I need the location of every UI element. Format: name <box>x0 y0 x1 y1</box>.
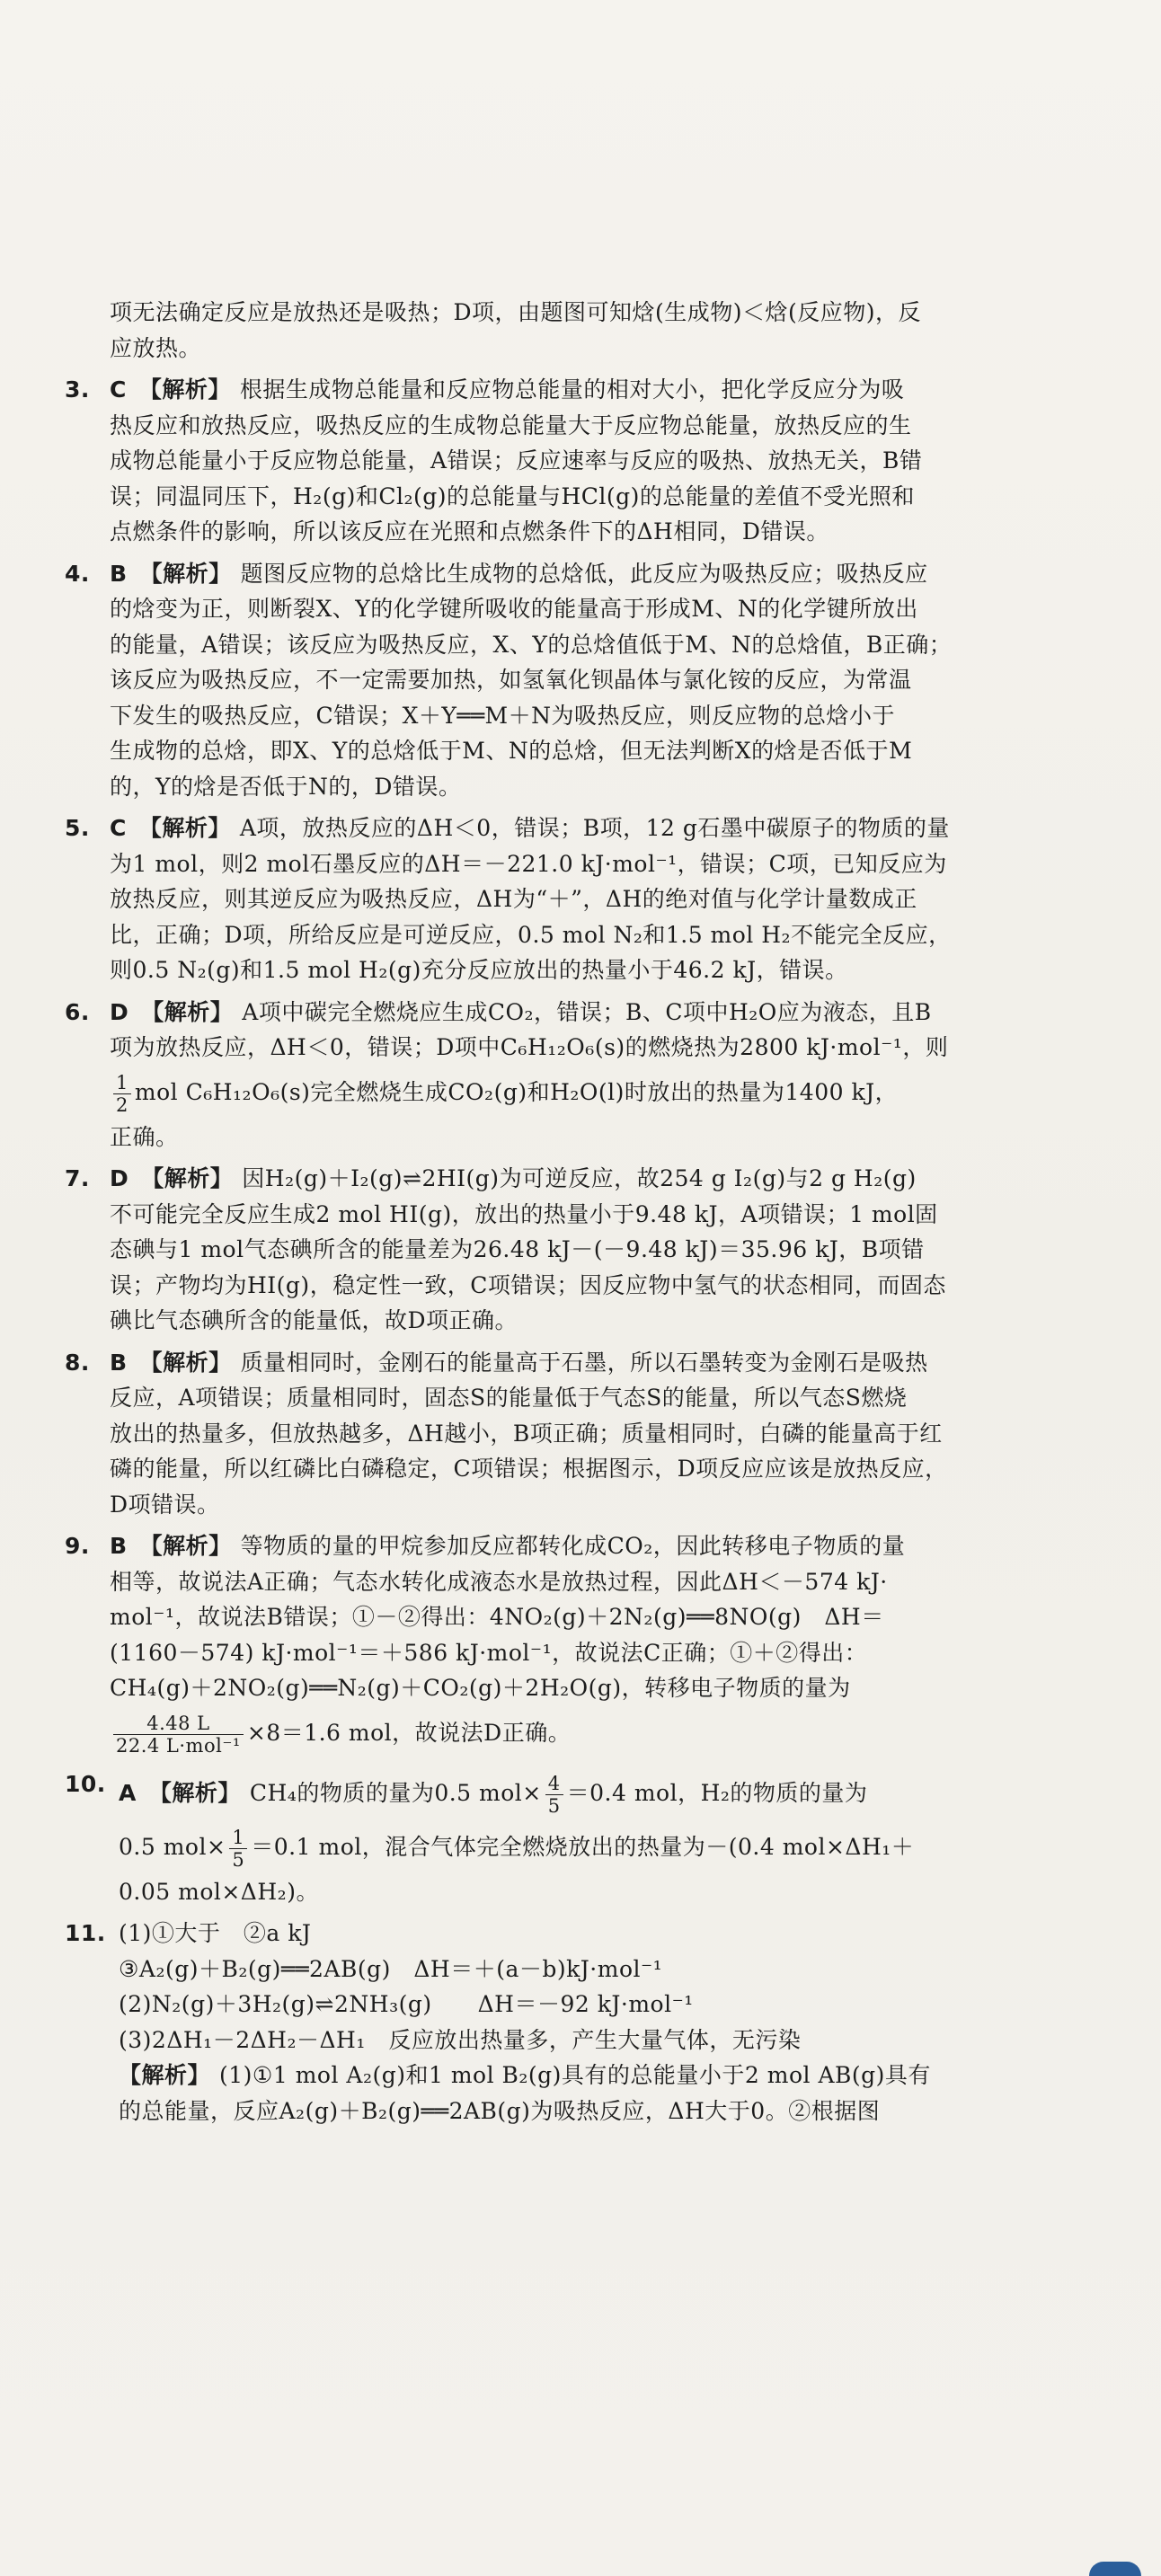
item-number: 3. <box>65 376 90 403</box>
fraction-line <box>110 1706 1053 1760</box>
item-number: 7. <box>65 1165 90 1191</box>
item-number: 4. <box>65 560 90 587</box>
text-line: 的能量，A错误；该反应为吸热反应，X、Y的总焓值低于M、N的总焓值，B正确； <box>110 631 953 658</box>
text-line: 相等，故说法A正确；气态水转化成液态水是放热过程，因此ΔH＜－574 kJ· <box>110 1568 888 1595</box>
fraction-denominator: 2 <box>116 1093 129 1116</box>
item-number: 10. <box>65 1770 106 1797</box>
text-line: 等物质的量的甲烷参加反应都转化成CO₂，因此转移电子物质的量 <box>240 1533 906 1559</box>
analysis-tag: 【解析】 <box>139 1533 232 1559</box>
text-line: 该反应为吸热反应，不一定需要加热，如氢氧化钡晶体与氯化铵的反应，为常温 <box>110 667 912 693</box>
text-line: 下发生的吸热反应，C错误；X＋Y══M＋N为吸热反应，则反应物的总焓小于 <box>110 702 896 729</box>
answer-choice: B <box>110 1533 128 1559</box>
text-line: 0.5 mol× <box>119 1833 226 1860</box>
text-line: 放热反应，则其逆反应为吸热反应，ΔH为“＋”，ΔH的绝对值与化学计量数成正 <box>110 886 917 912</box>
text-line: mol C₆H₁₂O₆(s)完全燃烧生成CO₂(g)和H₂O(l)时放出的热量为1400 kJ， <box>134 1078 899 1105</box>
analysis-tag: 【解析】 <box>139 560 232 587</box>
fraction-numerator: 1 <box>113 1072 131 1094</box>
answer-choice: B <box>110 1349 128 1376</box>
answer-item-10 <box>65 1766 1053 1910</box>
answer-choice: A <box>119 1779 137 1806</box>
text-line: ＝0.4 mol，H₂的物质的量为 <box>566 1779 868 1806</box>
text-line: ③A₂(g)＋B₂(g)══2AB(g) ΔH＝＋(a－b)kJ·mol⁻¹ <box>119 1955 663 1982</box>
text-line: 点燃条件的影响，所以该反应在光照和点燃条件下的ΔH相同，D错误。 <box>110 518 829 544</box>
answer-choice: B <box>110 560 128 587</box>
analysis-tag: 【解析】 <box>139 1349 232 1376</box>
text-line: (1160－574) kJ·mol⁻¹＝＋586 kJ·mol⁻¹，故说法C正确；①＋②得出： <box>110 1639 868 1666</box>
fraction-numerator: 1 <box>229 1827 247 1849</box>
answer-item-11 <box>65 1916 1053 2129</box>
fraction <box>545 1773 563 1817</box>
item-number: 11. <box>65 1920 106 1946</box>
text-line: (2)N₂(g)＋3H₂(g)⇌2NH₃(g) ΔH＝－92 kJ·mol⁻¹ <box>119 1991 694 2017</box>
text-line: 的焓变为正，则断裂X、Y的化学键所吸收的能量高于形成M、N的化学键所放出 <box>110 596 918 622</box>
fraction <box>229 1827 247 1871</box>
answer-item-3 <box>65 372 1053 550</box>
answer-content <box>65 295 1053 2135</box>
text-line: (1)①1 mol A₂(g)和1 mol B₂(g)具有的总能量小于2 mol AB(g)具有 <box>219 2062 931 2088</box>
text-line: 项为放热反应，ΔH＜0，错误；D项中C₆H₁₂O₆(s)的燃烧热为2800 kJ·mol⁻¹，则 <box>110 1034 949 1060</box>
text-line: 则0.5 N₂(g)和1.5 mol H₂(g)充分反应放出的热量小于46.2 kJ，错误。 <box>110 957 848 983</box>
answer-item-6 <box>65 995 1053 1155</box>
answer-item-8 <box>65 1345 1053 1523</box>
analysis-tag: 【解析】 <box>138 815 231 841</box>
text-line: mol⁻¹，故说法B错误；①－②得出：4NO₂(g)＋2N₂(g)══8NO(g) ΔH＝ <box>110 1604 884 1630</box>
text-line: ＝0.1 mol，混合气体完全燃烧放出的热量为－(0.4 mol×ΔH₁＋ <box>251 1833 915 1860</box>
text-line: 成物总能量小于反应物总能量，A错误；反应速率与反应的吸热、放热无关，B错 <box>110 447 923 474</box>
text-line: 不可能完全反应生成2 mol HI(g)，放出的热量小于9.48 kJ，A项错误；1 mol固 <box>110 1200 938 1227</box>
text-line: 0.05 mol×ΔH₂)。 <box>119 1878 319 1905</box>
text-line: 因H₂(g)＋I₂(g)⇌2HI(g)为可逆反应，故254 g I₂(g)与2 g H₂(g) <box>242 1165 917 1191</box>
text-line: 热反应和放热反应，吸热反应的生成物总能量大于反应物总能量，放热反应的生 <box>110 412 912 438</box>
item-number: 6. <box>65 998 90 1025</box>
answer-item-4 <box>65 556 1053 805</box>
item-number: 5. <box>65 815 90 841</box>
answer-item-7 <box>65 1161 1053 1339</box>
text-line: 质量相同时，金刚石的能量高于石墨，所以石墨转变为金刚石是吸热 <box>240 1349 928 1376</box>
text-line: A项，放热反应的ΔH＜0，错误；B项，12 g石墨中碳原子的物质的量 <box>239 815 950 841</box>
fraction <box>113 1072 131 1116</box>
fraction-line <box>119 1766 1053 1820</box>
text-line: 的，Y的焓是否低于N的，D错误。 <box>110 773 462 800</box>
text-line: 项无法确定反应是放热还是吸热；D项，由题图可知焓(生成物)＜焓(反应物)，反 <box>110 299 922 325</box>
analysis-tag: 【解析】 <box>138 376 231 403</box>
fraction-line <box>110 1066 1053 1120</box>
continued-paragraph <box>65 295 1053 366</box>
text-line: ×8＝1.6 mol，故说法D正确。 <box>246 1719 572 1746</box>
text-line: 为1 mol，则2 mol石墨反应的ΔH＝－221.0 kJ·mol⁻¹，错误；C项，已知反应为 <box>110 850 947 877</box>
text-line: 磷的能量，所以红磷比白磷稳定，C项错误；根据图示，D项反应应该是放热反应， <box>110 1456 948 1482</box>
text-line: 比，正确；D项，所给反应是可逆反应，0.5 mol N₂和1.5 mol H₂不能完全反应， <box>110 921 952 948</box>
analysis-tag: 【解析】 <box>141 1165 234 1191</box>
text-line: A项中碳完全燃烧应生成CO₂，错误；B、C项中H₂O应为液态，且B <box>242 998 932 1025</box>
text-line: 的总能量，反应A₂(g)＋B₂(g)══2AB(g)为吸热反应，ΔH大于0。②根据图 <box>119 2097 881 2124</box>
page-corner-mark <box>1089 2562 1141 2576</box>
answer-choice: D <box>110 1165 129 1191</box>
fraction-denominator: 5 <box>547 1794 561 1817</box>
text-line: 误；同温同压下，H₂(g)和Cl₂(g)的总能量与HCl(g)的总能量的差值不受光照和 <box>110 482 915 509</box>
item-number: 9. <box>65 1533 90 1559</box>
text-line: 根据生成物总能量和反应物总能量的相对大小，把化学反应分为吸 <box>239 376 905 403</box>
text-line: 态碘与1 mol气态碘所含的能量差为26.48 kJ－(－9.48 kJ)＝35.96 kJ，B项错 <box>110 1236 925 1262</box>
analysis-tag: 【解析】 <box>148 1779 241 1806</box>
fraction-line <box>119 1820 1053 1874</box>
answer-item-5 <box>65 810 1053 988</box>
item-number: 8. <box>65 1349 90 1376</box>
text-line: 题图反应物的总焓比生成物的总焓低，此反应为吸热反应；吸热反应 <box>240 560 928 587</box>
answer-item-9 <box>65 1528 1053 1760</box>
fraction-numerator: 4 <box>545 1773 563 1795</box>
text-line: (3)2ΔH₁－2ΔH₂－ΔH₁ 反应放出热量多，产生大量气体，无污染 <box>119 2026 802 2053</box>
text-line: D项错误。 <box>110 1491 220 1518</box>
answer-choice: C <box>110 815 127 841</box>
text-line: 正确。 <box>110 1123 179 1150</box>
text-line: CH₄的物质的量为0.5 mol× <box>249 1779 542 1806</box>
text-line: 碘比气态碘所含的能量低，故D项正确。 <box>110 1307 518 1333</box>
text-line: 应放热。 <box>110 334 202 361</box>
text-line: 生成物的总焓，即X、Y的总焓低于M、N的总焓，但无法判断X的焓是否低于M <box>110 738 913 764</box>
answer-choice: C <box>110 376 127 403</box>
text-line: 反应，A项错误；质量相同时，固态S的能量低于气态S的能量，所以气态S燃烧 <box>110 1385 908 1411</box>
analysis-tag: 【解析】 <box>141 998 234 1025</box>
analysis-tag: 【解析】 <box>119 2062 211 2088</box>
answer-choice: D <box>110 998 129 1025</box>
text-line: 放出的热量多，但放热越多，ΔH越小，B项正确；质量相同时，白磷的能量高于红 <box>110 1420 943 1447</box>
fraction-denominator: 5 <box>232 1848 245 1871</box>
fraction-numerator: 4.48 L <box>113 1713 244 1735</box>
text-line: CH₄(g)＋2NO₂(g)══N₂(g)＋CO₂(g)＋2H₂O(g)，转移电子物质的量为 <box>110 1675 851 1701</box>
text-line: 误；产物均为HI(g)，稳定性一致，C项错误；因反应物中氢气的状态相同，而固态 <box>110 1271 946 1298</box>
fraction <box>113 1713 244 1757</box>
text-line: (1)①大于 ②a kJ <box>119 1920 312 1946</box>
fraction-denominator: 22.4 L·mol⁻¹ <box>116 1734 241 1757</box>
